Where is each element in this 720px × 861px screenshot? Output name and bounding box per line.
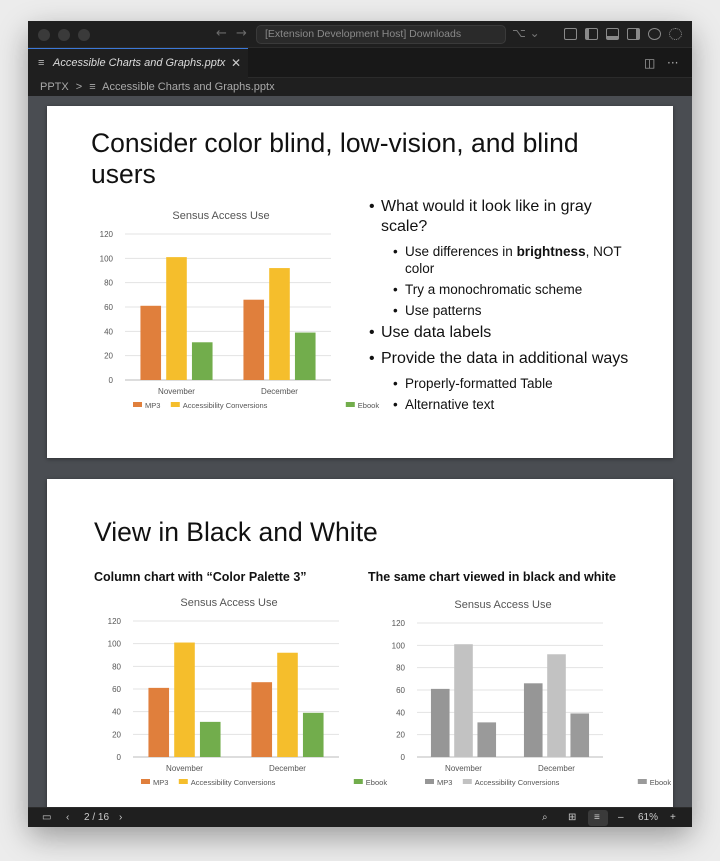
breadcrumb-file[interactable]: Accessible Charts and Graphs.pptx	[102, 81, 275, 93]
legend-swatch	[354, 779, 363, 784]
slide-title: Consider color blind, low-vision, and blind users	[91, 128, 579, 189]
legend-swatch	[425, 779, 434, 784]
y-tick-label: 0	[116, 753, 121, 762]
previous-page-icon[interactable]: ‹	[66, 812, 70, 823]
zoom-level: 61%	[638, 812, 659, 823]
legend-label: Ebook	[649, 778, 672, 787]
breadcrumb-root[interactable]: PPTX	[40, 81, 69, 93]
legend-label: Ebook	[357, 401, 380, 410]
page-view-icon: ≡	[594, 812, 600, 823]
legend-swatch	[171, 402, 180, 407]
sub-bullet-item: • Properly-formatted Table	[369, 375, 639, 392]
x-tick-label: November	[158, 387, 195, 396]
bullet-list	[369, 197, 639, 417]
left-chart-heading: Column chart with “Color Palette 3”	[94, 570, 307, 584]
bar-accessibility-conversions	[166, 257, 187, 380]
legend-swatch	[638, 779, 647, 784]
x-tick-label: December	[538, 764, 575, 773]
more-actions-icon[interactable]: ···	[667, 56, 679, 70]
y-tick-label: 20	[396, 730, 405, 740]
legend-swatch	[133, 402, 142, 407]
accounts-icon[interactable]	[648, 28, 661, 40]
y-tick-label: 120	[99, 230, 113, 239]
x-tick-label: November	[166, 764, 203, 773]
settings-gear-icon[interactable]	[669, 28, 682, 40]
next-page-icon[interactable]: ›	[119, 812, 123, 823]
toggle-primary-sidebar-icon[interactable]	[585, 28, 598, 40]
grid-view-icon[interactable]: ⊞	[568, 812, 577, 823]
y-tick-label: 80	[396, 663, 405, 673]
y-tick-label: 40	[112, 707, 121, 717]
bar-ebook	[477, 722, 496, 757]
y-tick-label: 40	[104, 327, 113, 337]
bullet-item: • Provide the data in additional ways	[369, 349, 639, 369]
slide-1[interactable]	[47, 106, 673, 458]
sub-bullet-item: • Alternative text	[369, 396, 639, 413]
zoom-in-button[interactable]: +	[670, 812, 676, 823]
x-tick-label: December	[261, 387, 298, 396]
search-icon[interactable]: ⌕	[542, 812, 548, 823]
file-icon: ≡	[38, 57, 45, 69]
y-tick-label: 120	[391, 619, 405, 628]
bar-chart-grayscale	[369, 591, 672, 799]
bullet-item: • Use data labels	[369, 323, 639, 343]
bar-accessibility-conversions	[174, 643, 195, 757]
bar-chart-color	[85, 589, 388, 799]
bar-accessibility-conversions	[277, 653, 298, 757]
bar-accessibility-conversions	[547, 654, 566, 757]
copilot-icon[interactable]: ⌥ ⌄	[512, 26, 540, 40]
y-tick-label: 60	[104, 303, 113, 312]
bar-ebook	[192, 342, 213, 380]
command-center-label: [Extension Development Host] Downloads	[265, 28, 462, 40]
bar-mp3	[140, 306, 161, 380]
slide-title: View in Black and White	[94, 517, 378, 547]
y-tick-label: 60	[112, 685, 121, 694]
legend-label: Accessibility Conversions	[474, 778, 560, 787]
page-indicator: 2 / 16	[84, 812, 110, 823]
legend-swatch	[346, 402, 355, 407]
sub-bullet-item: • Use patterns	[369, 302, 639, 319]
breadcrumb	[28, 78, 692, 96]
zoom-window-button[interactable]	[78, 29, 90, 41]
slide-2[interactable]	[47, 479, 673, 819]
back-arrow-icon[interactable]: ←	[216, 26, 227, 41]
y-tick-label: 20	[112, 730, 121, 740]
y-tick-label: 100	[391, 641, 405, 651]
bar-ebook	[295, 333, 316, 380]
title-bar	[28, 21, 692, 48]
legend-label: Ebook	[365, 778, 388, 787]
minimize-window-button[interactable]	[58, 29, 70, 41]
y-tick-label: 60	[396, 686, 405, 695]
editor-window	[28, 21, 692, 827]
bar-ebook	[303, 713, 324, 757]
split-editor-icon[interactable]: ◫	[644, 56, 656, 70]
command-center[interactable]	[256, 25, 506, 44]
x-tick-label: December	[269, 764, 306, 773]
bar-mp3	[524, 683, 543, 757]
sub-bullet-item: • Use differences in brightness, NOT color	[369, 243, 639, 277]
y-tick-label: 0	[108, 376, 113, 385]
chart-title: Sensus Access Use	[454, 599, 552, 611]
customize-layout-icon[interactable]	[564, 28, 577, 40]
toggle-sidebar-icon[interactable]: ▭	[42, 812, 52, 823]
y-tick-label: 80	[112, 662, 121, 672]
chart-title: Sensus Access Use	[172, 210, 270, 222]
status-bar	[28, 807, 692, 827]
right-chart-heading: The same chart viewed in black and white	[368, 570, 616, 584]
bar-mp3	[148, 688, 169, 757]
bullet-item: • What would it look like in gray scale?	[369, 197, 639, 237]
y-tick-label: 100	[107, 639, 121, 649]
breadcrumb-separator: >	[75, 81, 83, 93]
y-tick-label: 20	[104, 351, 113, 361]
legend-label: Accessibility Conversions	[190, 778, 276, 787]
chart-title: Sensus Access Use	[180, 597, 278, 609]
bar-mp3	[431, 689, 450, 757]
file-icon: ≡	[89, 81, 96, 93]
y-tick-label: 0	[400, 753, 405, 762]
bar-ebook	[570, 713, 589, 757]
legend-label: MP3	[145, 401, 161, 410]
bar-accessibility-conversions	[454, 644, 473, 757]
y-tick-label: 80	[104, 278, 113, 288]
bar-chart-color	[77, 202, 380, 422]
close-window-button[interactable]	[38, 29, 50, 41]
toggle-secondary-sidebar-icon[interactable]	[627, 28, 640, 40]
x-tick-label: November	[445, 764, 482, 773]
legend-label: MP3	[153, 778, 169, 787]
editor-tab-bar	[28, 48, 692, 78]
y-tick-label: 120	[107, 617, 121, 626]
bar-mp3	[243, 300, 264, 380]
tab-label: Accessible Charts and Graphs.pptx	[53, 57, 226, 69]
y-tick-label: 40	[396, 708, 405, 718]
y-tick-label: 100	[99, 254, 113, 264]
legend-swatch	[141, 779, 150, 784]
legend-swatch	[463, 779, 472, 784]
forward-arrow-icon[interactable]: →	[236, 26, 247, 41]
bar-ebook	[200, 722, 221, 757]
legend-label: MP3	[437, 778, 453, 787]
slide-viewer[interactable]	[28, 96, 692, 807]
legend-swatch	[179, 779, 188, 784]
bar-accessibility-conversions	[269, 268, 290, 380]
toggle-panel-icon[interactable]	[606, 28, 619, 40]
close-tab-icon[interactable]: ✕	[231, 56, 242, 70]
tab-accessible-charts[interactable]	[28, 48, 248, 78]
legend-label: Accessibility Conversions	[182, 401, 268, 410]
sub-bullet-item: • Try a monochromatic scheme	[369, 281, 639, 298]
zoom-out-button[interactable]: –	[618, 812, 624, 823]
bar-mp3	[251, 682, 272, 757]
